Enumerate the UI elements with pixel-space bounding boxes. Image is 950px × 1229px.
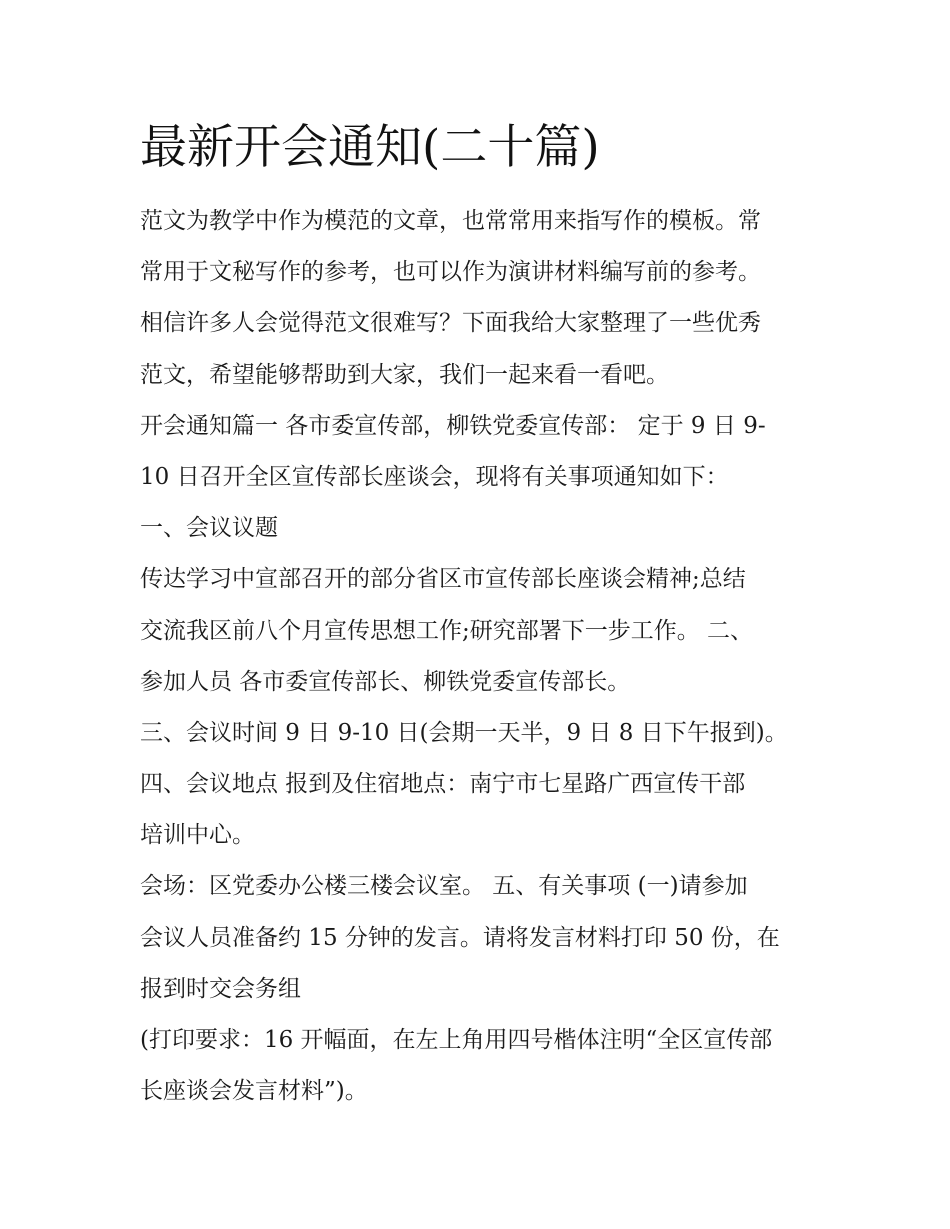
body-line: 三、会议时间 9 日 9-10 日(会期一天半，9 日 8 日下午报到)。 bbox=[140, 719, 788, 746]
body-line: 10 日召开全区宣传部长座谈会，现将有关事项通知如下： bbox=[140, 463, 729, 490]
body-line: 范文，希望能够帮助到大家，我们一起来看一看吧。 bbox=[140, 361, 669, 388]
body-line: (打印要求：16 开幅面，在左上角用四号楷体注明“全区宣传部 bbox=[140, 1027, 773, 1053]
body-line: 相信许多人会觉得范文很难写？下面我给大家整理了一些优秀 bbox=[140, 310, 761, 337]
body-line: 范文为教学中作为模范的文章，也常常用来指写作的模板。常 bbox=[140, 208, 761, 234]
body-line: 四、会议地点 报到及住宿地点：南宁市七星路广西宣传干部 bbox=[140, 771, 746, 798]
body-line: 报到时交会务组 bbox=[140, 975, 301, 1002]
body-line: 会议人员准备约 15 分钟的发言。请将发言材料打印 50 份，在 bbox=[140, 924, 780, 951]
body-line: 交流我区前八个月宣传思想工作;研究部署下一步工作。 二、 bbox=[140, 617, 754, 644]
section-heading: 一、会议议题 bbox=[140, 515, 278, 542]
body-line: 长座谈会发言材料”)。 bbox=[140, 1078, 368, 1105]
document-title: 最新开会通知(二十篇) bbox=[140, 120, 600, 175]
body-line: 开会通知篇一 各市委宣传部，柳铁党委宣传部： 定于 9 日 9- bbox=[140, 412, 766, 439]
body-line: 传达学习中宣部召开的部分省区市宣传部长座谈会精神;总结 bbox=[140, 566, 746, 593]
body-line: 会场：区党委办公楼三楼会议室。 五、有关事项 (一)请参加 bbox=[140, 873, 748, 900]
body-line: 培训中心。 bbox=[140, 822, 255, 849]
document-body bbox=[140, 196, 820, 1117]
body-line: 常用于文秘写作的参考，也可以作为演讲材料编写前的参考。 bbox=[140, 259, 761, 286]
body-line: 参加人员 各市委宣传部长、柳铁党委宣传部长。 bbox=[140, 668, 631, 695]
